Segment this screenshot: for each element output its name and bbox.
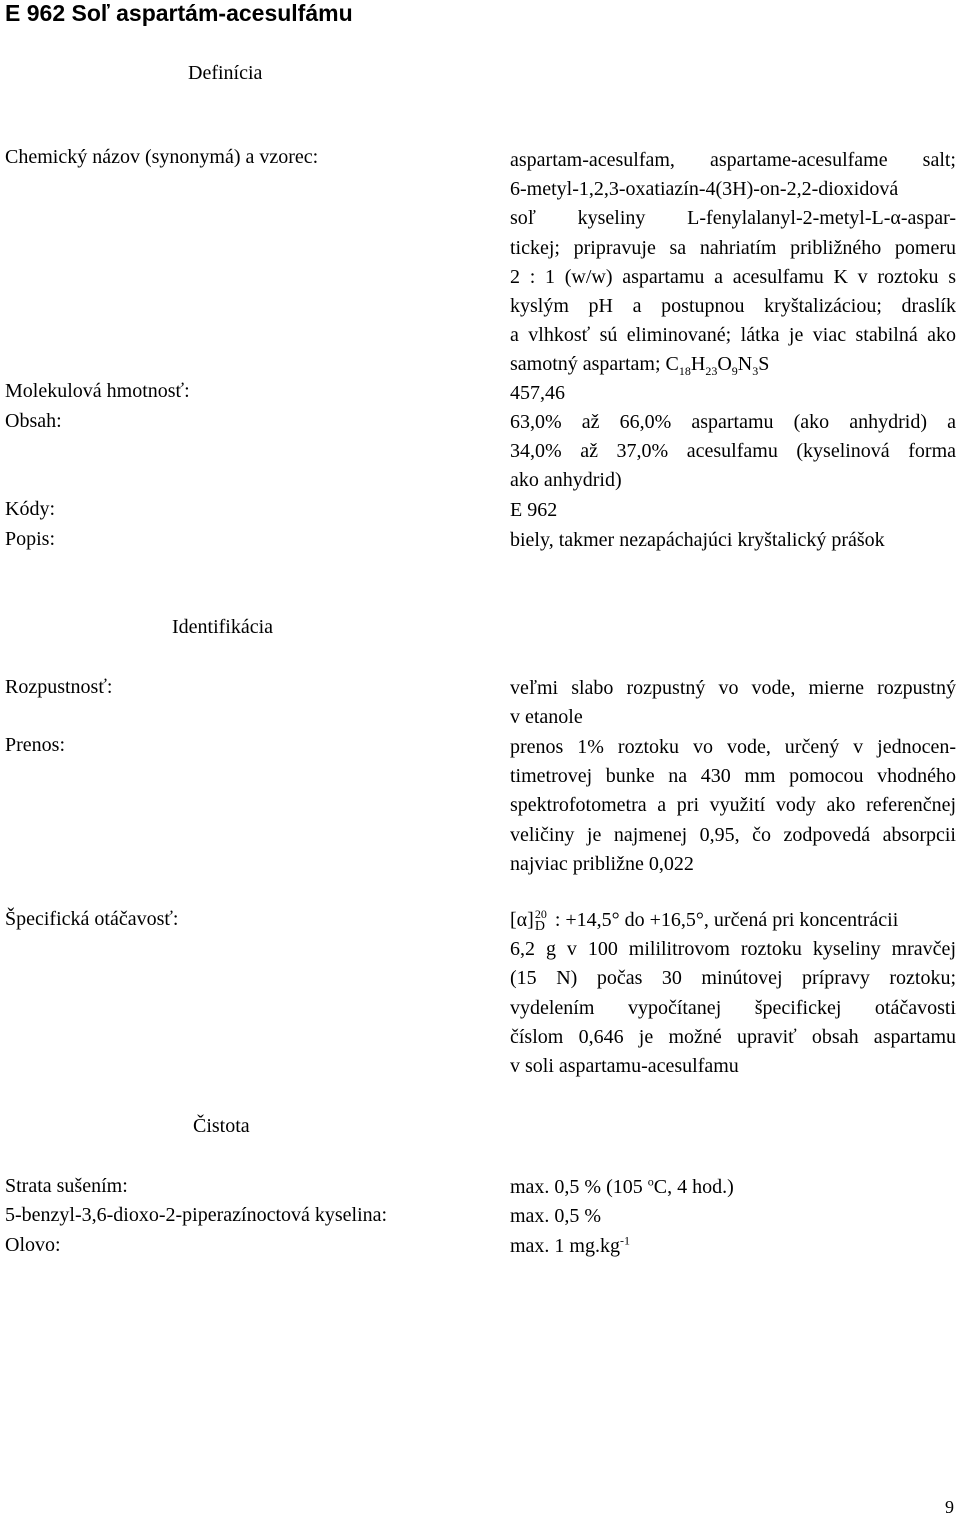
transmittance-line: veličiny je najmenej 0,95, čo zodpovedá absorpcii — [510, 823, 956, 846]
page-number: 9 — [945, 1497, 954, 1517]
transmittance-line: timetrovej bunke na 430 mm pomocou vhodného — [510, 765, 956, 788]
loss-on-drying-label: Strata sušením: — [5, 1175, 128, 1197]
chem-line: soľ kyseliny L-fenylalanyl-2-metyl-L-α-aspar- — [510, 207, 956, 230]
content-line: 34,0% až 37,0% acesulfamu (kyselinová forma — [510, 440, 956, 463]
specific-rotation-line: v soli aspartamu-acesulfamu — [510, 1055, 739, 1078]
chem-name-value — [510, 146, 956, 380]
molar-mass-label: Molekulová hmotnosť: — [5, 380, 190, 402]
molecular-formula: samotný aspartam; $C_{18}H_{23}O_9N_3S$ — [510, 353, 770, 379]
solubility-value — [510, 674, 956, 732]
page-title: E 962 Soľ aspartám-acesulfámu — [5, 0, 353, 26]
section-heading-cistota: Čistota — [193, 1115, 250, 1137]
molar-mass-value: 457,46 — [510, 382, 565, 404]
benzyl-acid-value: max. 0,5 % — [510, 1205, 602, 1227]
specific-rotation-line: [α] 20 D : +14,5° do +16,5°, určená pri koncentrácii — [510, 907, 899, 934]
solubility-line: v etanole — [510, 706, 583, 729]
description-label: Popis: — [5, 528, 56, 550]
transmittance-line: spektrofotometra a pri využití vody ako referenčnej — [510, 794, 956, 817]
chem-line: kyslým pH a postupnou kryštalizáciou; draslík — [510, 295, 956, 318]
transmittance-value — [510, 733, 956, 879]
transmittance-line: prenos 1% roztoku vo vode, určený v jednocen- — [510, 736, 956, 758]
chem-line: aspartam-acesulfam, aspartame-acesulfame salt; — [510, 149, 956, 171]
solubility-line: veľmi slabo rozpustný vo vode, mierne rozpustný — [510, 677, 956, 699]
content-value — [510, 408, 956, 496]
chem-line: a vlhkosť sú eliminované; látka je viac stabilná ako — [510, 324, 956, 347]
transmittance-line: najviac približne 0,022 — [510, 852, 694, 875]
content-label: Obsah: — [5, 410, 62, 432]
specific-rotation-line: vydelením vypočítanej špecifickej otáčavosti — [510, 996, 956, 1019]
section-heading-identifikacia: Identifikácia — [172, 616, 274, 638]
specific-rotation-line: číslom 0,646 je možné upraviť obsah aspartamu — [510, 1025, 956, 1048]
specific-rotation-value — [510, 906, 956, 1081]
chem-line: 2 : 1 (w/w) aspartamu a acesulfamu K v roztoku s — [510, 265, 956, 288]
chem-line: 6-metyl-1,2,3-oxatiazín-4(3H)-on-2,2-dioxidová — [510, 178, 899, 201]
specific-rotation-label: Špecifická otáčavosť: — [5, 908, 179, 930]
content-line: ako anhydrid) — [510, 469, 622, 492]
content-line: 63,0% až 66,0% aspartamu (ako anhydrid) a — [510, 411, 956, 433]
specific-rotation-line: 6,2 g v 100 mililitrovom roztoku kyseliny mravčej — [510, 938, 956, 961]
section-heading-definicia: Definícia — [188, 62, 263, 84]
transmittance-label: Prenos: — [5, 734, 65, 756]
specific-rotation-line: (15 N) počas 30 minútovej prípravy roztoku; — [510, 967, 956, 990]
chem-name-label: Chemický názov (synonymá) a vzorec: — [5, 146, 319, 168]
solubility-label: Rozpustnosť: — [5, 676, 113, 698]
description-value: biely, takmer nezapáchajúci kryštalický prášok — [510, 529, 885, 551]
codes-label: Kódy: — [5, 498, 55, 520]
lead-value: max. 1 $mg.kg^{-1}$ — [510, 1233, 630, 1257]
codes-value: E 962 — [510, 499, 558, 521]
loss-on-drying-value: max. 0,5 % (105 $^o$C, 4 hod.) — [510, 1174, 734, 1198]
lead-label: Olovo: — [5, 1234, 61, 1256]
benzyl-acid-label: 5-benzyl-3,6-dioxo-2-piperazínoctová kyselina: — [5, 1204, 388, 1226]
chem-line: tickej; pripravuje sa nahriatím približného pomeru — [510, 236, 956, 259]
